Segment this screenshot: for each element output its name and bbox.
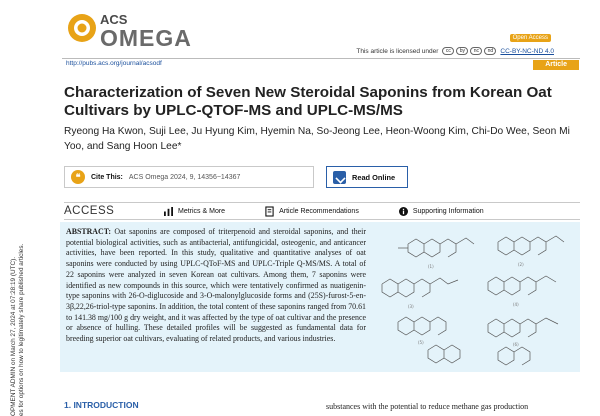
svg-text:(1): (1) — [428, 264, 434, 269]
abstract-body: Oat saponins are composed of triterpenoid and steroidal saponins, and their potential biological activities, such as antibacterial, antifungicidal, osteogenic, and anticancer activities, have been reported. In this study, qualitative and quantitative analyses of oat saponins were conducted by using UPLC-QToF-MS and UPLC-Triple Q-MS/MS. A total of 22 saponins were analyzed in seven Korean oat cultivars. Among them, 7 saponins were identified as new compounds in this source, which were tentatively confirmed as nuatigenin-type saponins with 26-O-diglucoside and 3-O-malonylglucoside forms and (25S)-furost-5-en-3β,22,26-triol-type saponins. In addition, the total content of these saponins ranged from 70.61 to 141.38 mg/100 g dry weight, and it was affected by the type of oat cultivar and the presence or absence of hulling. These detailed profiles will be suggested as fundamental data for breeding superior oat cultivars, evaluating of related products, and various industries. — [66, 227, 366, 344]
info-icon — [399, 207, 408, 216]
introduction-right-column-text: substances with the potential to reduce methane gas production — [326, 402, 529, 411]
access-bar — [64, 202, 580, 220]
cc-license-icon: cc by nc nd — [442, 47, 496, 55]
supporting-information-link[interactable] — [399, 207, 484, 216]
introduction-heading: 1. INTRODUCTION — [64, 400, 139, 410]
abstract-lead: ABSTRACT: — [66, 227, 112, 236]
download-notice-line1: OPMENT ADMIN on March 27, 2024 at 07:28:19 (UTC). — [10, 256, 17, 416]
article-recommendations-link[interactable] — [265, 207, 359, 216]
document-icon — [265, 207, 274, 216]
open-access-badge: Open Access — [510, 34, 551, 42]
read-online-icon — [333, 171, 346, 184]
license-prefix: This article is licensed under — [356, 47, 439, 55]
license-link[interactable]: CC-BY-NC-ND 4.0 — [500, 47, 554, 55]
svg-text:(4): (4) — [513, 302, 519, 307]
metrics-more-label: Metrics & More — [178, 207, 226, 215]
author-list: Ryeong Ha Kwon, Suji Lee, Ju Hyung Kim, Hyemin Na, So-Jeong Lee, Heon-Woong Kim, Chi-Do Wee, Seon Mi Yoo, and Sang Hoon Lee* — [64, 126, 570, 152]
bar-chart-icon — [164, 207, 173, 216]
svg-text:(6): (6) — [513, 342, 519, 347]
quote-icon: ❝ — [71, 170, 85, 184]
citation-text: ACS Omega 2024, 9, 14356−14367 — [128, 173, 241, 181]
download-notice-margin — [0, 200, 25, 416]
logo-acs-text: ACS — [100, 12, 128, 27]
abstract-text — [66, 227, 366, 345]
svg-text:(2): (2) — [518, 262, 524, 267]
journal-url-link[interactable]: http://pubs.acs.org/journal/acsodf — [66, 60, 162, 67]
toc-graphic-structures — [368, 224, 578, 370]
svg-text:(5): (5) — [418, 340, 424, 345]
license-line — [356, 47, 554, 55]
metrics-more-link[interactable] — [164, 207, 225, 216]
read-online-button[interactable] — [326, 166, 408, 188]
acs-omega-logo[interactable] — [64, 6, 224, 54]
download-notice-line2: es for options on how to legitimately share published articles. — [18, 243, 25, 416]
article-type-tag: Article — [533, 60, 579, 70]
svg-text:(3): (3) — [408, 304, 414, 309]
article-recommendations-label: Article Recommendations — [279, 207, 359, 215]
logo-omega-text: OMEGA — [100, 25, 192, 51]
read-online-label: Read Online — [352, 172, 396, 182]
supporting-information-label: Supporting Information — [412, 207, 484, 215]
cite-this-box[interactable] — [64, 166, 314, 188]
access-label: ACCESS — [64, 205, 115, 217]
article-title: Characterization of Seven New Steroidal Saponins from Korean Oat Cultivars by UPLC-QTOF-MS and UPLC-MS/MS — [64, 84, 552, 119]
cite-label: Cite This: — [91, 173, 123, 181]
